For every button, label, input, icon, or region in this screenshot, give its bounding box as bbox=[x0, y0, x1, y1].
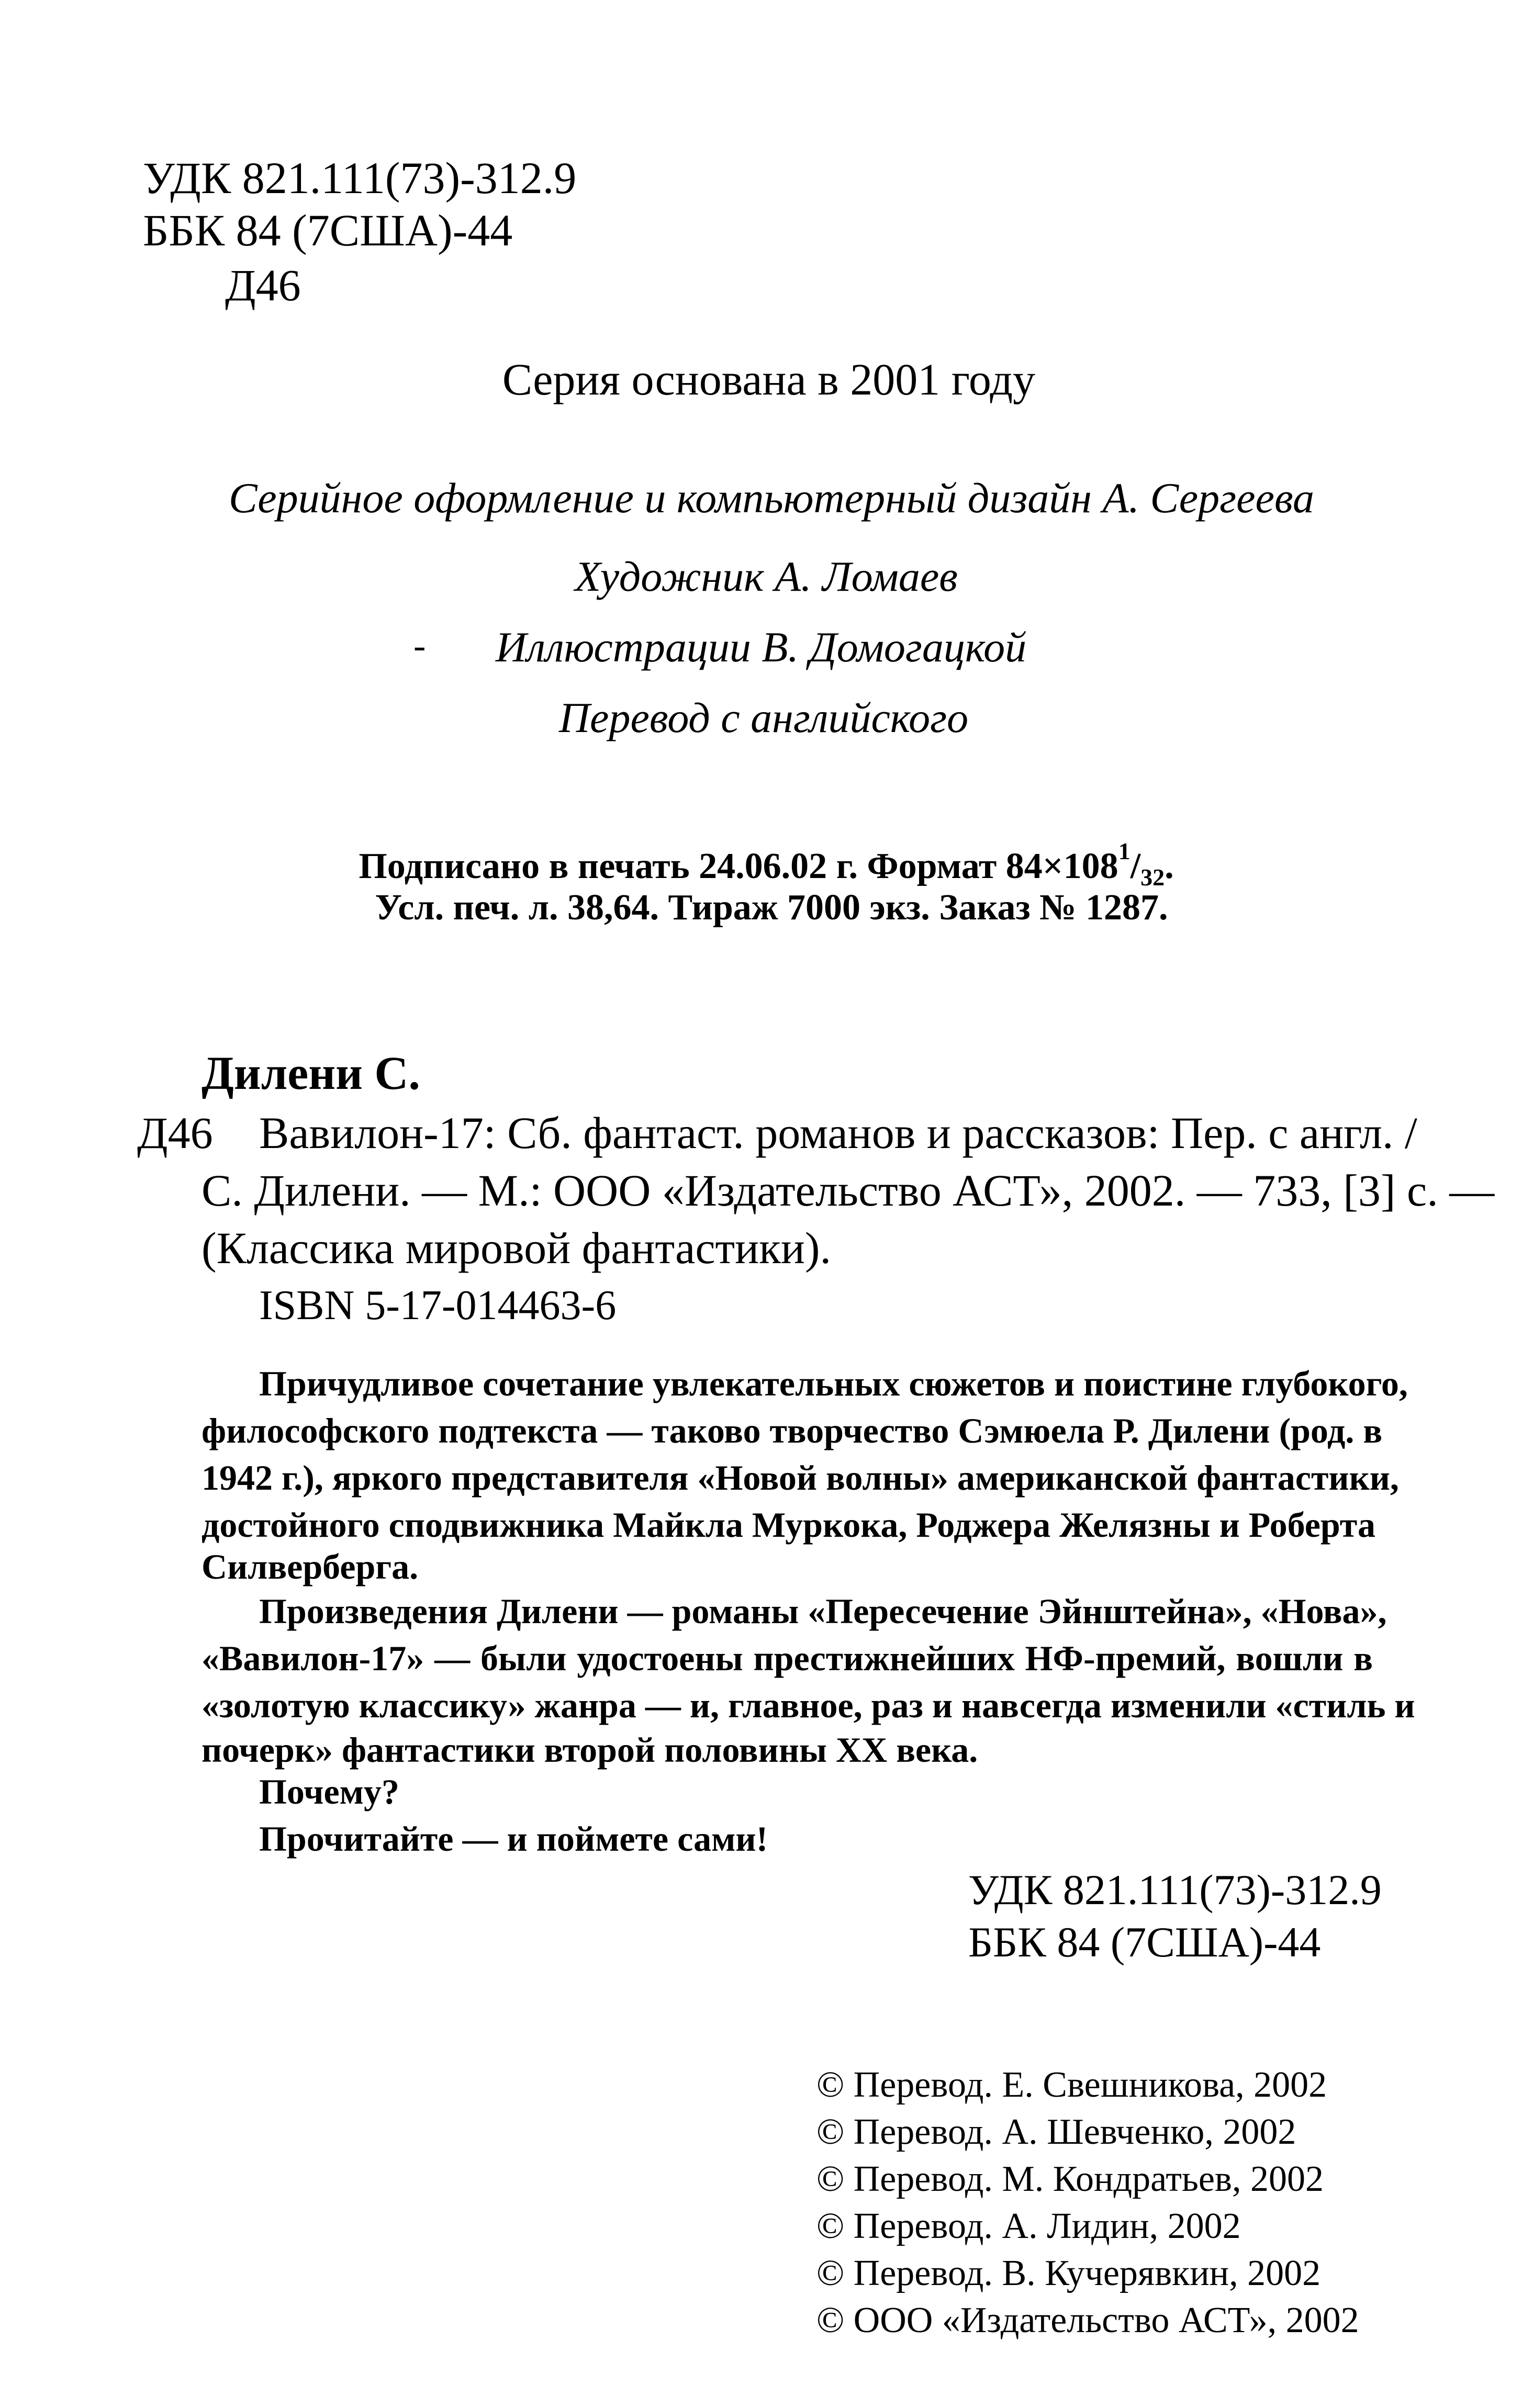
copyright-line: © Перевод. Е. Свешникова, 2002 bbox=[816, 2065, 1327, 2105]
catalog-author: Дилени С. bbox=[202, 1048, 420, 1099]
print-info-end: . bbox=[1165, 846, 1174, 886]
annotation-line: Прочитайте — и поймете сами! bbox=[259, 1819, 768, 1859]
print-info-line-1 bbox=[0, 837, 1522, 891]
format-fraction-numerator: 1 bbox=[1118, 838, 1131, 864]
udk-code-bottom: УДК 821.111(73)-312.9 bbox=[968, 1866, 1382, 1914]
illustrations-credit: Иллюстрации В. Домогацкой bbox=[495, 623, 1027, 671]
annotation-line: «золотую классику» жанра — и, главное, раз и навсегда изменили «стиль и bbox=[202, 1685, 1415, 1725]
dash-mark: - bbox=[413, 626, 426, 666]
copyright-line: © ООО «Издательство АСТ», 2002 bbox=[816, 2300, 1359, 2341]
bbk-code-top: ББК 84 (7США)-44 bbox=[143, 205, 513, 255]
annotation-line: «Вавилон-17» — были удостоены престижнейших НФ-премий, вошли в bbox=[202, 1638, 1373, 1678]
isbn: ISBN 5-17-014463-6 bbox=[259, 1282, 617, 1329]
print-info-main: Подписано в печать 24.06.02 г. Формат 84×108 bbox=[359, 846, 1118, 886]
copyright-line: © Перевод. А. Лидин, 2002 bbox=[816, 2206, 1241, 2246]
artist-credit: Художник А. Ломаев bbox=[575, 553, 958, 600]
catalog-author-mark: Д46 bbox=[137, 1108, 213, 1158]
bibliographic-line: Вавилон-17: Сб. фантаст. романов и рассказов: Пер. с англ. / bbox=[259, 1108, 1417, 1158]
print-info-line-2: Усл. печ. л. 38,64. Тираж 7000 экз. Заказ № 1287. bbox=[375, 887, 1168, 928]
annotation-line: Причудливое сочетание увлекательных сюжетов и поистине глубокого, bbox=[259, 1364, 1408, 1403]
bibliographic-line: (Классика мировой фантастики). bbox=[202, 1223, 832, 1273]
copyright-line: © Перевод. М. Кондратьев, 2002 bbox=[816, 2159, 1324, 2199]
series-founded: Серия основана в 2001 году bbox=[502, 354, 1036, 404]
format-fraction-denominator: 32 bbox=[1140, 864, 1165, 891]
annotation-line: почерк» фантастики второй половины XX века. bbox=[202, 1730, 978, 1770]
annotation-line: философского подтекста — таково творчество Сэмюела Р. Дилени (род. в bbox=[202, 1411, 1383, 1450]
format-fraction-slash: / bbox=[1130, 846, 1141, 886]
udk-code-top: УДК 821.111(73)-312.9 bbox=[143, 153, 577, 203]
annotation-line: Силверберга. bbox=[202, 1547, 419, 1586]
copyright-line: © Перевод. В. Кучерявкин, 2002 bbox=[816, 2253, 1321, 2293]
annotation-line: Произведения Дилени — романы «Пересечение Эйнштейна», «Нова», bbox=[259, 1591, 1387, 1631]
design-credit: Серийное оформление и компьютерный дизайн А. Сергеева bbox=[229, 474, 1314, 522]
translation-credit: Перевод с английского bbox=[558, 694, 969, 741]
annotation-line: 1942 г.), яркого представителя «Новой волны» американской фантастики, bbox=[202, 1458, 1399, 1498]
annotation-line: Почему? bbox=[259, 1772, 399, 1811]
copyright-line: © Перевод. А. Шевченко, 2002 bbox=[816, 2112, 1296, 2152]
author-mark-top: Д46 bbox=[225, 260, 301, 310]
bibliographic-line: С. Дилени. — М.: ООО «Издательство АСТ», 2002. — 733, [3] с. — bbox=[202, 1165, 1495, 1216]
annotation-line: достойного сподвижника Майкла Муркока, Роджера Желязны и Роберта bbox=[202, 1505, 1376, 1545]
bbk-code-bottom: ББК 84 (7США)-44 bbox=[968, 1918, 1321, 1966]
